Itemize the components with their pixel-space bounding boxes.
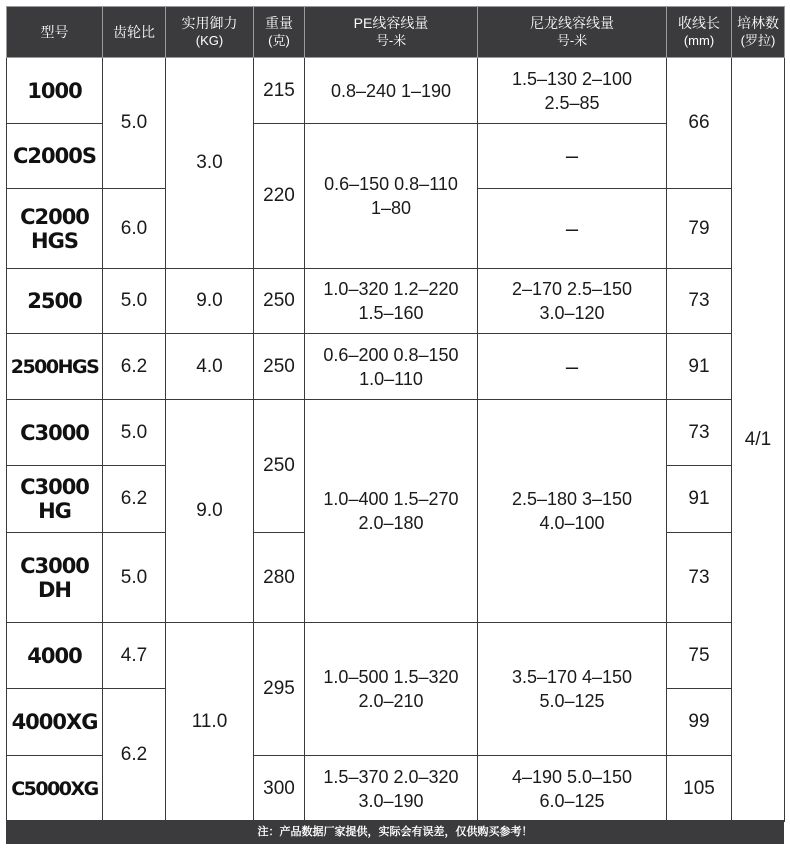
gear-ratio-cell: 6.2	[103, 334, 166, 400]
gear-ratio-cell: 4.7	[103, 623, 166, 689]
table-row	[7, 58, 785, 124]
table-row	[7, 400, 785, 466]
model-cell: C2000S	[7, 124, 103, 189]
model-cell: C5000XG	[7, 756, 103, 822]
weight-cell: 250	[254, 269, 305, 334]
header-model: 型号	[7, 7, 103, 58]
nylon-capacity-cell: –	[478, 334, 667, 400]
pe-capacity-cell: 1.5–370 2.0–320 3.0–190	[305, 756, 478, 822]
retrieve-cell: 91	[667, 466, 732, 533]
gear-ratio-cell: 6.2	[103, 466, 166, 533]
retrieve-cell: 73	[667, 269, 732, 334]
header-row	[7, 7, 785, 58]
table-row	[7, 334, 785, 400]
gear-ratio-cell: 6.0	[103, 189, 166, 269]
gear-ratio-cell: 5.0	[103, 269, 166, 334]
model-cell: 2500	[7, 269, 103, 334]
table-row	[7, 269, 785, 334]
weight-cell: 300	[254, 756, 305, 822]
header-nylon-capacity: 尼龙线容线量 号-米	[478, 7, 667, 58]
weight-cell: 280	[254, 533, 305, 623]
header-bearings: 培林数 (罗拉)	[732, 7, 785, 58]
retrieve-cell: 73	[667, 400, 732, 466]
header-drag: 实用御力 (KG)	[166, 7, 254, 58]
reel-spec-table	[6, 6, 785, 822]
nylon-capacity-cell: 3.5–170 4–150 5.0–125	[478, 623, 667, 756]
gear-ratio-cell: 5.0	[103, 400, 166, 466]
model-cell: C3000	[7, 400, 103, 466]
retrieve-cell: 99	[667, 689, 732, 756]
nylon-capacity-cell: 2–170 2.5–150 3.0–120	[478, 269, 667, 334]
header-pe-capacity: PE线容线量 号-米	[305, 7, 478, 58]
nylon-capacity-cell: 1.5–130 2–100 2.5–85	[478, 58, 667, 124]
bearings-cell: 4/1	[732, 58, 785, 822]
pe-capacity-cell: 0.6–200 0.8–150 1.0–110	[305, 334, 478, 400]
header-gear-ratio: 齿轮比	[103, 7, 166, 58]
weight-cell: 215	[254, 58, 305, 124]
model-cell: 4000XG	[7, 689, 103, 756]
drag-cell: 9.0	[166, 400, 254, 623]
drag-cell: 11.0	[166, 623, 254, 822]
pe-capacity-cell: 1.0–400 1.5–270 2.0–180	[305, 400, 478, 623]
pe-capacity-cell: 0.6–150 0.8–110 1–80	[305, 124, 478, 269]
model-cell: C3000 DH	[7, 533, 103, 623]
drag-cell: 3.0	[166, 58, 254, 269]
nylon-capacity-cell: –	[478, 189, 667, 269]
weight-cell: 250	[254, 400, 305, 533]
retrieve-cell: 105	[667, 756, 732, 822]
drag-cell: 9.0	[166, 269, 254, 334]
nylon-capacity-cell: 4–190 5.0–150 6.0–125	[478, 756, 667, 822]
nylon-capacity-cell: –	[478, 124, 667, 189]
header-retrieve: 收线长 (mm)	[667, 7, 732, 58]
footer-note: 注：产品数据厂家提供，实际会有误差，仅供购买参考！	[6, 820, 784, 844]
weight-cell: 295	[254, 623, 305, 756]
pe-capacity-cell: 0.8–240 1–190	[305, 58, 478, 124]
drag-cell: 4.0	[166, 334, 254, 400]
model-cell: 1000	[7, 58, 103, 124]
retrieve-cell: 91	[667, 334, 732, 400]
table-row	[7, 623, 785, 689]
gear-ratio-cell: 6.2	[103, 689, 166, 822]
gear-ratio-cell: 5.0	[103, 58, 166, 189]
weight-cell: 250	[254, 334, 305, 400]
retrieve-cell: 79	[667, 189, 732, 269]
weight-cell: 220	[254, 124, 305, 269]
retrieve-cell: 75	[667, 623, 732, 689]
nylon-capacity-cell: 2.5–180 3–150 4.0–100	[478, 400, 667, 623]
header-weight: 重量 (克)	[254, 7, 305, 58]
model-cell: C2000 HGS	[7, 189, 103, 269]
model-cell: 4000	[7, 623, 103, 689]
gear-ratio-cell: 5.0	[103, 533, 166, 623]
pe-capacity-cell: 1.0–320 1.2–220 1.5–160	[305, 269, 478, 334]
model-cell: C3000 HG	[7, 466, 103, 533]
retrieve-cell: 73	[667, 533, 732, 623]
model-cell: 2500HGS	[7, 334, 103, 400]
pe-capacity-cell: 1.0–500 1.5–320 2.0–210	[305, 623, 478, 756]
retrieve-cell: 66	[667, 58, 732, 189]
